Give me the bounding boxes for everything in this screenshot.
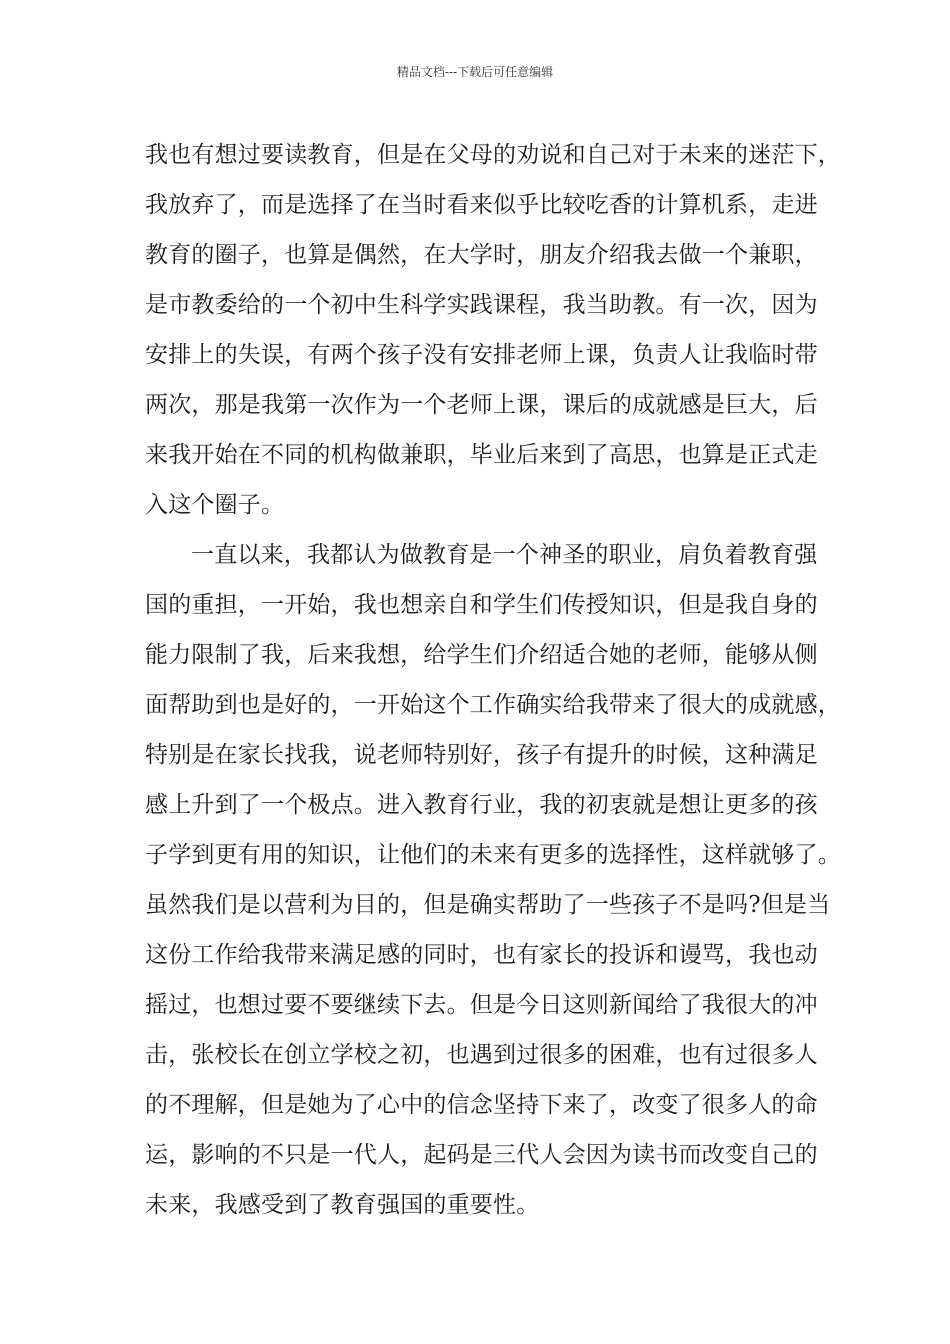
text-line: 面帮助到也是好的，一开始这个工作确实给我带来了很大的成就感， [145, 692, 841, 718]
text-line: 安排上的失误，有两个孩子没有安排老师上课，负责人让我临时带 [145, 342, 818, 368]
text-line: 入这个圈子。 [145, 492, 285, 518]
text-line: 感上升到了一个极点。进入教育行业，我的初衷就是想让更多的孩 [145, 792, 818, 818]
text-line: 的不理解，但是她为了心中的信念坚持下来了，改变了很多人的命 [145, 1092, 818, 1118]
text-line: 子学到更有用的知识，让他们的未来有更多的选择性，这样就够了。 [145, 842, 841, 868]
text-line: 是市教委给的一个初中生科学实践课程，我当助教。有一次，因为 [145, 292, 818, 318]
text-line: 我也有想过要读教育，但是在父母的劝说和自己对于未来的迷茫下， [145, 142, 841, 168]
text-line: 击，张校长在创立学校之初，也遇到过很多的困难，也有过很多人 [145, 1042, 818, 1068]
text-line: 虽然我们是以营利为目的，但是确实帮助了一些孩子不是吗?但是当 [145, 892, 831, 918]
text-line: 两次，那是我第一次作为一个老师上课，课后的成就感是巨大，后 [145, 392, 818, 418]
text-line: 能力限制了我，后来我想，给学生们介绍适合她的老师，能够从侧 [145, 642, 818, 668]
text-line: 来我开始在不同的机构做兼职，毕业后来到了高思，也算是正式走 [145, 442, 818, 468]
text-line: 教育的圈子，也算是偶然，在大学时，朋友介绍我去做一个兼职， [145, 242, 818, 268]
text-line-paragraph-start: 一直以来，我都认为做教育是一个神圣的职业，肩负着教育强 [191, 542, 818, 568]
text-line: 未来，我感受到了教育强国的重要性。 [145, 1192, 540, 1218]
page-header: 精品文档---下载后可任意编辑 [396, 65, 554, 79]
document-body [145, 130, 841, 1230]
text-line: 国的重担，一开始，我也想亲自和学生们传授知识，但是我自身的 [145, 592, 818, 618]
text-line: 这份工作给我带来满足感的同时，也有家长的投诉和谩骂，我也动 [145, 942, 818, 968]
text-line: 运，影响的不只是一代人，起码是三代人会因为读书而改变自己的 [145, 1142, 818, 1168]
text-line: 摇过，也想过要不要继续下去。但是今日这则新闻给了我很大的冲 [145, 992, 818, 1018]
text-line: 我放弃了，而是选择了在当时看来似乎比较吃香的计算机系，走进 [145, 192, 818, 218]
text-line: 特别是在家长找我，说老师特别好，孩子有提升的时候，这种满足 [145, 742, 818, 768]
